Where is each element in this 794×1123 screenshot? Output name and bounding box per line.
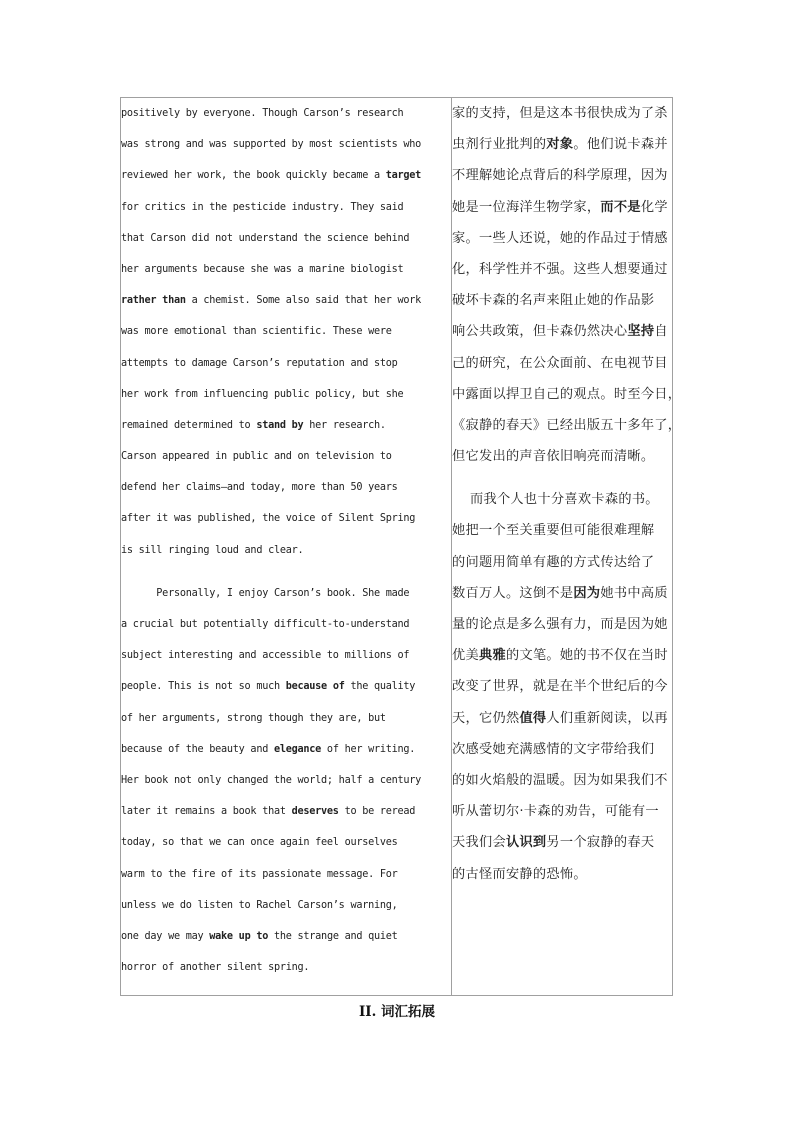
chinese-line (452, 671, 674, 702)
chinese-line (452, 410, 682, 441)
english-line (121, 952, 451, 983)
english-line (121, 921, 451, 952)
text-run: 次感受她充满感情的文字带给我们 (452, 741, 655, 757)
text-run: remained determined to (121, 419, 257, 431)
text-run: 数百万人。这倒不是 (452, 585, 574, 601)
text-run: reviewed her work, the book quickly became a (121, 170, 386, 182)
text-run: subject interesting and accessible to millions of (121, 650, 410, 662)
text-run: 听从蕾切尔·卡森的劝告，可能有一 (452, 804, 659, 820)
text-run: 而我个人也十分喜欢卡森的书。 (452, 492, 659, 508)
text-run: was more emotional than scientific. These were (121, 326, 392, 338)
bold-keyword: because of (285, 681, 345, 693)
text-run: a chemist. Some also said that her work (185, 295, 422, 307)
text-run: 化，科学性并不强。这些人想要通过 (452, 261, 668, 277)
english-line (121, 254, 451, 285)
text-run: 家的支持，但是这本书很快成为了杀 (452, 106, 668, 121)
english-line (121, 578, 451, 609)
text-run: her arguments because she was a marine biologist (121, 263, 404, 275)
text-run: 人们重新阅读，以再 (546, 710, 668, 726)
chinese-line (452, 316, 674, 347)
bold-keyword: target (385, 170, 422, 182)
text-run: warm to the fire of its passionate message. For (121, 868, 398, 880)
chinese-line (452, 254, 674, 285)
english-line (121, 503, 451, 534)
text-run: 的如火焰般的温暖。因为如果我们不 (452, 772, 668, 788)
text-run: 改变了世界，就是在半个世纪后的今 (452, 679, 668, 695)
text-run: 天，它仍然 (452, 710, 520, 726)
text-run: 的文笔。她的书不仅在当时 (505, 648, 668, 664)
text-run: 量的论点是多么强有力，而是因为她 (452, 617, 668, 632)
bold-keyword: 对象 (546, 137, 574, 153)
text-run: 天我们会 (452, 835, 506, 851)
text-run: her work from influencing public policy, but she (121, 388, 404, 400)
english-paragraph-1 (121, 98, 451, 566)
text-run: of her arguments, strong though they are, but (121, 712, 386, 724)
text-run: 自 (654, 324, 668, 340)
english-line (121, 316, 451, 347)
text-run: 另一个寂静的春天 (546, 835, 655, 851)
english-line (121, 192, 451, 223)
chinese-paragraph-1 (452, 98, 682, 472)
section-title: II. 词汇拓展 (358, 1004, 436, 1020)
english-line (121, 410, 451, 441)
english-line (121, 765, 451, 796)
text-run: the quality (344, 681, 416, 693)
text-run: 她书中高质 (600, 585, 668, 601)
chinese-line (452, 796, 674, 827)
chinese-line (452, 515, 674, 546)
english-column (121, 98, 451, 983)
text-run: attempts to damage Carson’s reputation and stop (121, 357, 398, 369)
bold-keyword: 而不是 (600, 199, 641, 215)
text-run: her research. (303, 419, 386, 431)
text-run: 虫剂行业批判的 (452, 137, 547, 153)
bold-keyword: 因为 (573, 585, 601, 601)
chinese-line (452, 223, 674, 254)
bold-keyword: 坚持 (627, 324, 655, 340)
text-run: 的古怪而安静的恐怖。 (452, 866, 587, 882)
text-run: later it remains a book that (121, 806, 292, 818)
chinese-line (452, 160, 674, 191)
bold-keyword: wake up to (209, 930, 269, 942)
english-line (121, 223, 451, 254)
chinese-column (452, 98, 682, 890)
english-line (121, 640, 451, 671)
text-run: 不理解她论点背后的科学原理，因为 (452, 168, 668, 184)
bold-keyword: elegance (273, 743, 322, 755)
bold-keyword: 值得 (519, 710, 547, 726)
chinese-line (452, 578, 674, 609)
bold-keyword: 认识到 (505, 835, 547, 851)
text-run: a crucial but potentially difficult-to-understand (121, 619, 410, 630)
text-run: that Carson did not understand the science behind (121, 232, 410, 244)
chinese-line (452, 547, 674, 578)
chinese-line (452, 827, 674, 858)
text-run: Her book not only changed the world; half a century (121, 774, 422, 786)
english-paragraph-2 (121, 578, 451, 983)
chinese-line (452, 98, 674, 129)
text-run: 家。一些人还说，她的作品过于情感 (452, 230, 668, 246)
text-run: 响公共政策，但卡森仍然决心 (452, 324, 628, 340)
text-run: 破坏卡森的名声来阻止她的作品影 (452, 293, 655, 309)
bold-keyword: deserves (291, 806, 339, 818)
text-run: for critics in the pesticide industry. They said (121, 201, 404, 213)
english-line (121, 796, 451, 827)
text-run: after it was published, the voice of Silent Spring (121, 513, 416, 525)
english-line (121, 734, 451, 765)
english-line (121, 472, 451, 503)
chinese-line (452, 703, 674, 734)
english-line (121, 609, 451, 640)
text-run: because of the beauty and (121, 743, 274, 755)
english-line (121, 441, 451, 472)
chinese-line (452, 348, 674, 379)
text-run: 她把一个至关重要但可能很难理解 (452, 523, 655, 539)
text-run: 她是一位海洋生物学家， (452, 199, 601, 215)
english-line (121, 890, 451, 921)
text-run: horror of another silent spring. (121, 962, 310, 974)
chinese-line (452, 285, 674, 316)
chinese-line (452, 484, 674, 515)
text-run: to be reread (338, 806, 416, 818)
english-line (121, 285, 451, 316)
english-line (121, 129, 451, 160)
text-run: 化学 (640, 199, 668, 215)
english-line (121, 535, 451, 566)
chinese-line (452, 640, 674, 671)
text-run: 中露面以捍卫自己的观点。时至今日， (452, 386, 682, 402)
chinese-line (452, 441, 674, 472)
text-run: one day we may (121, 930, 210, 942)
chinese-line (452, 129, 674, 160)
text-run: positively by everyone. Though Carson’s research (121, 108, 404, 119)
chinese-line (452, 379, 682, 410)
bold-keyword: stand by (256, 419, 304, 431)
english-line (121, 348, 451, 379)
chinese-line (452, 859, 674, 890)
chinese-line (452, 609, 674, 640)
english-line (121, 859, 451, 890)
chinese-line (452, 765, 674, 796)
text-run: 但它发出的声音依旧响亮而清晰。 (452, 449, 655, 465)
chinese-line (452, 192, 674, 223)
text-run: the strange and quiet (268, 930, 398, 942)
text-run: 《寂静的春天》已经出版五十多年了， (452, 417, 682, 433)
text-run: defend her claims—and today, more than 50 years (121, 482, 398, 494)
text-run: Carson appeared in public and on television to (121, 451, 392, 463)
chinese-paragraph-2 (452, 484, 674, 889)
english-line (121, 98, 451, 129)
text-run: today, so that we can once again feel ourselves (121, 837, 398, 849)
english-line (121, 379, 451, 410)
text-run: is sill ringing loud and clear. (121, 544, 304, 556)
text-run: of her writing. (321, 743, 416, 755)
chinese-line (452, 734, 674, 765)
text-run: Personally, I enjoy Carson’s book. She made (121, 587, 410, 599)
text-run: unless we do listen to Rachel Carson’s warning, (121, 899, 398, 911)
english-line (121, 827, 451, 858)
text-run: people. This is not so much (121, 681, 286, 693)
text-run: 的问题用简单有趣的方式传达给了 (452, 554, 655, 570)
english-line (121, 160, 451, 191)
english-line (121, 671, 451, 702)
text-run: 。他们说卡森并 (573, 137, 668, 153)
bold-keyword: 典雅 (478, 648, 506, 664)
bold-keyword: rather than (121, 295, 186, 307)
text-run: 己的研究，在公众面前、在电视节目 (452, 355, 668, 371)
text-run: was strong and was supported by most scientists who (121, 139, 422, 151)
english-line (121, 703, 451, 734)
text-run: 优美 (452, 648, 479, 664)
